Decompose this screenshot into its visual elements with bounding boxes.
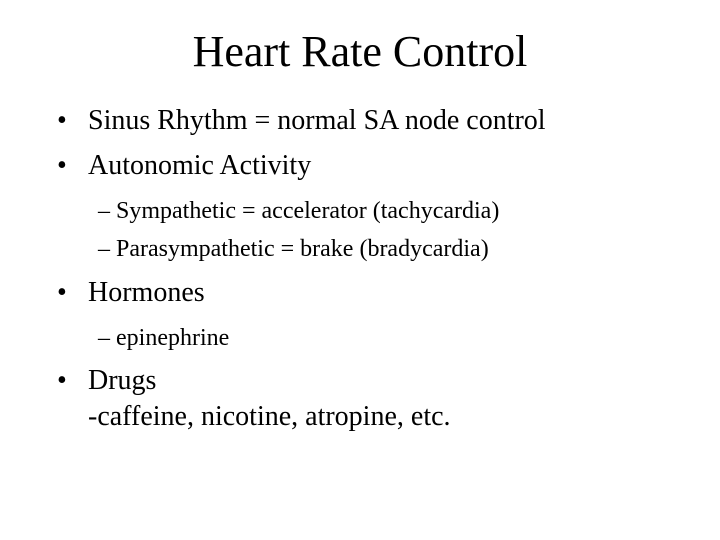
bullet-sinus-rhythm [57,103,546,139]
bullet-dot: • [57,150,67,181]
bullet-continuation: -caffeine, nicotine, atropine, etc. [88,401,451,432]
bullet-text: Hormones [88,277,205,308]
sub-bullet-sympathetic: – Sympathetic = accelerator (tachycardia) [98,198,500,224]
bullet-text: Sinus Rhythm = normal SA node control [88,105,546,136]
bullet-dot: • [57,277,67,308]
bullet-text: Autonomic Activity [88,150,312,181]
bullet-autonomic-activity [57,148,311,184]
bullet-dot: • [57,365,67,396]
bullet-text: Drugs [88,365,157,396]
bullet-hormones [57,275,205,311]
sub-bullet-epinephrine: – epinephrine [98,325,230,351]
slide-title: Heart Rate Control [192,27,528,76]
bullet-dot: • [57,105,67,136]
bullet-drugs [57,363,451,435]
sub-bullet-parasympathetic: – Parasympathetic = brake (bradycardia) [98,236,489,262]
